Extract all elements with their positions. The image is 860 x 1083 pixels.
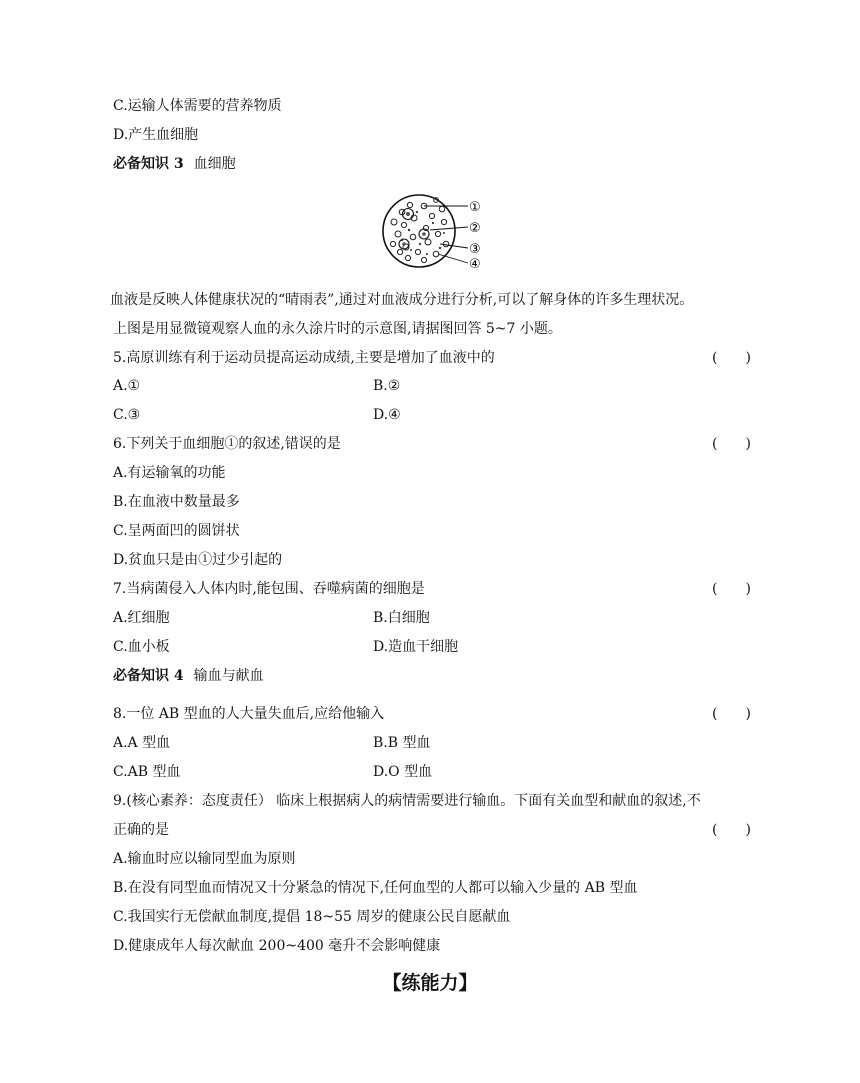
q7-option-b[interactable]: B.白细胞	[373, 610, 430, 626]
q8-option-b[interactable]: B.B 型血	[373, 735, 431, 751]
intro-line-1: 血液是反映人体健康状况的“晴雨表”,通过对血液成分进行分析,可以了解身体的许多生理状况。	[110, 292, 694, 308]
q6-option-c[interactable]: C.呈两面凹的圆饼状	[113, 523, 240, 539]
q7-option-d[interactable]: D.造血干细胞	[373, 639, 459, 655]
q8-option-c[interactable]: C.AB 型血	[113, 764, 181, 780]
q8-stem: 8.一位 AB 型血的人大量失血后,应给他输入	[113, 706, 385, 722]
q6-option-d[interactable]: D.贫血只是由①过少引起的	[113, 552, 283, 568]
label-1: ①	[469, 200, 481, 215]
prev-option-d: D.产生血细胞	[113, 127, 199, 143]
q6-stem: 6.下列关于血细胞①的叙述,错误的是	[113, 436, 341, 452]
q7-option-a[interactable]: A.红细胞	[113, 610, 170, 626]
knowledge-label: 必备知识 4	[113, 668, 184, 684]
q5-answer-blank[interactable]: ( )	[712, 350, 751, 366]
q9-option-b[interactable]: B.在没有同型血而情况又十分紧急的情况下,任何血型的人都可以输入少量的 AB 型血	[113, 880, 638, 896]
q9-answer-blank[interactable]: ( )	[712, 822, 751, 838]
label-2: ②	[469, 221, 481, 236]
q5-stem: 5.高原训练有利于运动员提高运动成绩,主要是增加了血液中的	[113, 350, 495, 366]
q7-option-c[interactable]: C.血小板	[113, 639, 170, 655]
intro-line-2: 上图是用显微镜观察人血的永久涂片时的示意图,请据图回答 5~7 小题。	[113, 321, 562, 337]
q5-option-d[interactable]: D.④	[373, 407, 401, 423]
q9-stem-cont: 正确的是	[113, 822, 169, 838]
q7-answer-blank[interactable]: ( )	[712, 581, 751, 597]
knowledge-label: 必备知识 3	[113, 156, 184, 172]
section-title: 【练能力】	[382, 972, 478, 994]
knowledge-heading-3	[113, 154, 236, 174]
label-4: ④	[469, 257, 481, 272]
q8-option-a[interactable]: A.A 型血	[113, 735, 171, 751]
prev-option-c: C.运输人体需要的营养物质	[113, 98, 282, 114]
q5-option-c[interactable]: C.③	[113, 407, 141, 423]
label-3: ③	[469, 242, 481, 257]
knowledge-heading-4	[113, 666, 264, 686]
q9-option-c[interactable]: C.我国实行无偿献血制度,提倡 18~55 周岁的健康公民自愿献血	[113, 909, 511, 925]
q7-stem: 7.当病菌侵入人体内时,能包围、吞噬病菌的细胞是	[113, 581, 425, 597]
q6-option-a[interactable]: A.有运输氧的功能	[113, 465, 226, 481]
q9-stem: 9.(核心素养：态度责任） 临床上根据病人的病情需要进行输血。下面有关血型和献血的叙述,不	[113, 793, 701, 809]
q5-option-a[interactable]: A.①	[113, 378, 141, 394]
q8-answer-blank[interactable]: ( )	[712, 706, 751, 722]
q9-option-a[interactable]: A.输血时应以输同型血为原则	[113, 851, 296, 867]
blood-smear-figure	[380, 192, 490, 272]
q9-option-d[interactable]: D.健康成年人每次献血 200~400 毫升不会影响健康	[113, 938, 441, 954]
q6-answer-blank[interactable]: ( )	[712, 436, 751, 452]
q8-option-d[interactable]: D.O 型血	[373, 764, 433, 780]
q5-option-b[interactable]: B.②	[373, 378, 401, 394]
knowledge-title: 输血与献血	[193, 668, 264, 684]
q6-option-b[interactable]: B.在血液中数量最多	[113, 494, 240, 510]
knowledge-title: 血细胞	[193, 156, 236, 172]
